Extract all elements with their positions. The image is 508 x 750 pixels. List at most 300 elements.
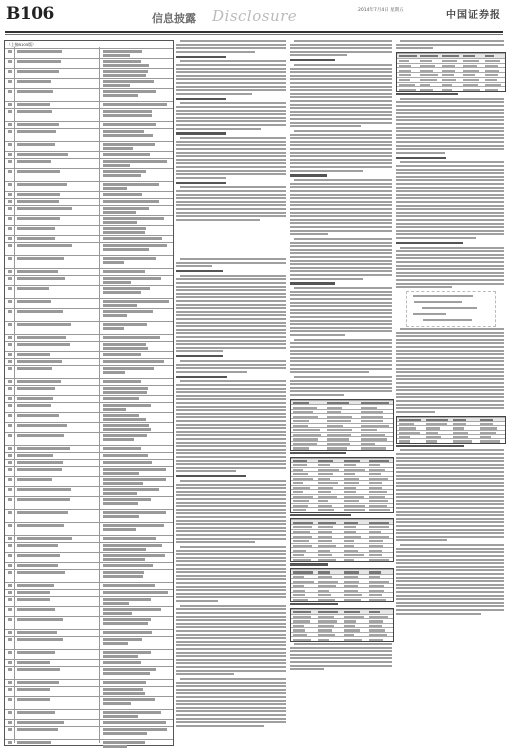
text-line — [176, 398, 286, 400]
table-row — [5, 255, 173, 269]
row-number-cell — [8, 80, 12, 83]
text-line — [176, 265, 212, 267]
subheading-line — [176, 132, 226, 134]
text-line — [290, 222, 392, 224]
text-line — [396, 346, 504, 348]
text-line — [396, 475, 504, 477]
text-line — [176, 159, 286, 161]
fund-name-cell — [17, 591, 50, 594]
fund-name-cell — [17, 397, 53, 400]
text-line — [180, 137, 286, 139]
text-line — [180, 60, 286, 62]
fund-detail-cell — [103, 608, 161, 611]
text-line — [176, 571, 286, 573]
row-number-cell — [8, 143, 12, 146]
fund-detail-cell — [103, 94, 138, 97]
text-line — [396, 268, 504, 270]
text-line — [290, 107, 392, 109]
subheading-line — [290, 174, 327, 176]
fund-detail-cell — [103, 502, 138, 505]
text-line — [176, 120, 286, 122]
data-table-cell — [318, 509, 334, 511]
fund-detail-cell — [103, 244, 167, 247]
row-number-cell — [8, 721, 12, 724]
text-line — [396, 539, 447, 541]
fund-detail-cell — [103, 237, 162, 240]
row-number-cell — [8, 380, 12, 383]
fund-detail-cell — [103, 524, 164, 527]
formula-line — [413, 295, 473, 297]
text-line — [176, 502, 286, 504]
fund-name-cell — [17, 638, 63, 641]
fund-detail-cell — [103, 544, 162, 547]
data-table-cell — [318, 559, 336, 561]
text-line — [294, 376, 392, 378]
fund-detail-cell — [103, 702, 131, 705]
text-line — [290, 226, 392, 228]
text-line — [176, 329, 286, 331]
text-line — [176, 307, 286, 309]
subheading-line — [396, 157, 446, 159]
text-line — [290, 353, 392, 355]
text-line — [396, 548, 504, 550]
article-column-2 — [290, 40, 392, 746]
data-table-cell — [485, 89, 498, 91]
fund-detail-cell — [103, 50, 142, 53]
fund-detail-cell — [103, 160, 167, 163]
text-line — [176, 512, 286, 514]
text-line — [176, 289, 286, 291]
text-line — [290, 104, 392, 106]
text-line — [176, 197, 286, 199]
text-line — [176, 148, 286, 150]
text-line — [176, 173, 286, 175]
text-line — [176, 707, 286, 709]
fund-detail-cell — [103, 211, 136, 214]
text-line — [176, 402, 286, 404]
fund-detail-cell — [103, 323, 147, 326]
text-line — [396, 518, 504, 520]
text-line — [290, 654, 392, 656]
text-line — [290, 371, 369, 373]
text-line — [290, 148, 392, 150]
fund-name-cell — [17, 170, 60, 173]
text-line — [294, 287, 392, 289]
text-line — [396, 613, 481, 615]
data-table — [396, 416, 506, 444]
table-row — [5, 726, 173, 740]
fund-detail-cell — [103, 622, 148, 625]
text-line — [396, 261, 504, 263]
row-number-cell — [8, 524, 12, 527]
text-line — [396, 573, 504, 575]
formula-line — [423, 319, 472, 321]
issue-date: 2014年7月4日 星期五 — [358, 8, 404, 13]
table-row — [5, 242, 173, 256]
row-number-cell — [8, 227, 12, 230]
fund-name-cell — [17, 511, 68, 514]
text-line — [396, 226, 504, 228]
fund-name-cell — [17, 741, 51, 744]
fund-name-cell — [17, 227, 55, 230]
text-line — [176, 564, 286, 566]
text-line — [176, 86, 286, 88]
row-number-cell — [8, 498, 12, 501]
fund-name-cell — [17, 424, 67, 427]
fund-detail-cell — [103, 692, 145, 695]
fund-detail-cell — [103, 170, 146, 173]
data-table-cell — [369, 509, 390, 511]
text-line — [396, 407, 504, 409]
fund-detail-cell — [103, 103, 167, 106]
subheading-line — [176, 56, 226, 58]
fund-name-cell — [17, 287, 49, 290]
text-line — [176, 516, 286, 518]
text-line — [396, 364, 504, 366]
text-line — [290, 204, 392, 206]
fund-detail-cell — [103, 554, 165, 557]
data-table-cell — [318, 599, 335, 601]
row-number-cell — [8, 584, 12, 587]
fund-name-cell — [17, 544, 58, 547]
text-line — [290, 75, 392, 77]
text-line — [290, 47, 392, 49]
subheading-line — [290, 514, 351, 516]
fund-detail-cell — [103, 291, 141, 294]
table-row — [5, 321, 173, 335]
row-number-cell — [8, 447, 12, 450]
text-line — [176, 696, 286, 698]
data-table-cell — [480, 440, 500, 442]
text-line — [290, 291, 392, 293]
text-line — [290, 270, 392, 272]
text-line — [176, 655, 286, 657]
data-table-cell — [369, 639, 383, 641]
data-table-cell — [442, 89, 452, 91]
fund-detail-cell — [103, 575, 143, 578]
fund-detail-cell — [103, 461, 152, 464]
text-line — [396, 500, 504, 502]
text-line — [176, 332, 286, 334]
text-line — [290, 183, 392, 185]
text-line — [396, 187, 504, 189]
fund-detail-cell — [103, 123, 156, 126]
text-line — [290, 260, 392, 262]
fund-detail-cell — [103, 488, 159, 491]
formula-line — [413, 313, 446, 315]
text-line — [396, 371, 504, 373]
text-line — [176, 648, 286, 650]
text-line — [290, 51, 392, 53]
text-line — [176, 170, 286, 172]
text-line — [176, 322, 286, 324]
text-line — [396, 265, 504, 267]
text-line — [396, 335, 504, 337]
text-line — [396, 205, 504, 207]
text-line — [290, 190, 392, 192]
fund-detail-cell — [103, 153, 150, 156]
text-line — [400, 449, 504, 451]
text-line — [290, 122, 392, 124]
text-line — [290, 256, 392, 258]
text-line — [396, 404, 504, 406]
fund-name-cell — [17, 618, 63, 621]
fund-name-cell — [17, 310, 63, 313]
fund-detail-cell — [103, 360, 164, 363]
fund-detail-cell — [103, 248, 149, 251]
fund-detail-cell — [103, 612, 132, 615]
text-line — [176, 51, 255, 53]
text-line — [294, 238, 392, 240]
fund-detail-cell — [103, 618, 151, 621]
text-line — [176, 395, 286, 397]
fund-detail-cell — [103, 528, 136, 531]
fund-detail-cell — [103, 638, 142, 641]
fund-detail-cell — [103, 434, 147, 437]
text-line — [290, 302, 392, 304]
text-line — [176, 616, 286, 618]
text-line — [396, 194, 504, 196]
text-line — [176, 413, 286, 415]
data-table-cell — [293, 509, 307, 511]
text-line — [396, 562, 504, 564]
fund-name-cell — [17, 257, 64, 260]
text-line — [176, 689, 286, 691]
table-row — [5, 168, 173, 182]
text-line — [176, 445, 286, 447]
fund-detail-cell — [103, 54, 130, 57]
fund-detail-cell — [103, 217, 164, 220]
text-line — [396, 112, 504, 114]
fund-detail-cell — [103, 642, 128, 645]
table-row — [5, 569, 173, 583]
row-number-cell — [8, 123, 12, 126]
text-line — [176, 93, 252, 95]
text-line — [400, 98, 504, 100]
text-line — [396, 169, 504, 171]
text-line — [176, 78, 286, 80]
fund-detail-cell — [103, 64, 149, 67]
text-line — [290, 111, 392, 113]
text-line — [396, 471, 504, 473]
text-line — [290, 330, 392, 332]
text-line — [396, 141, 504, 143]
text-line — [176, 714, 286, 716]
fund-detail-cell — [103, 310, 153, 313]
row-number-cell — [8, 397, 12, 400]
text-line — [290, 162, 392, 164]
text-line — [176, 128, 261, 130]
text-line — [396, 605, 504, 607]
fund-detail-cell — [103, 745, 127, 748]
text-line — [396, 47, 433, 49]
fund-name-cell — [17, 668, 60, 671]
fund-detail-cell — [103, 681, 146, 684]
text-line — [396, 145, 504, 147]
text-line — [176, 557, 286, 559]
row-number-cell — [8, 461, 12, 464]
table-row — [5, 365, 173, 379]
page-header — [0, 0, 508, 30]
table-row — [5, 696, 173, 710]
fund-detail-cell — [103, 454, 148, 457]
text-line — [176, 68, 286, 70]
row-number-cell — [8, 478, 12, 481]
fund-name-cell — [17, 80, 51, 83]
text-line — [396, 137, 504, 139]
text-line — [176, 692, 286, 694]
fund-name-cell — [17, 123, 59, 126]
text-line — [290, 194, 392, 196]
text-line — [290, 309, 392, 311]
row-number-cell — [8, 537, 12, 540]
table-row — [5, 128, 173, 142]
text-line — [290, 141, 392, 143]
text-line — [176, 194, 286, 196]
fund-name-cell — [17, 153, 68, 156]
fund-detail-cell — [103, 515, 139, 518]
text-line — [396, 602, 504, 604]
fund-detail-cell — [103, 371, 125, 374]
text-line — [176, 409, 286, 411]
text-line — [176, 456, 286, 458]
text-line — [176, 177, 226, 179]
row-number-cell — [8, 130, 12, 133]
text-line — [294, 339, 392, 341]
data-table — [290, 518, 394, 562]
fund-name-cell — [17, 336, 66, 339]
fund-name-cell — [17, 688, 50, 691]
data-table-cell — [293, 639, 311, 641]
text-line — [176, 416, 286, 418]
text-line — [290, 357, 392, 359]
text-line — [176, 520, 286, 522]
text-line — [176, 434, 286, 436]
article-column-3 — [396, 40, 504, 746]
fund-detail-cell — [103, 367, 154, 370]
text-line — [176, 530, 286, 532]
text-line — [180, 40, 286, 42]
data-table-row — [291, 507, 393, 513]
fund-detail-cell — [103, 90, 156, 93]
row-number-cell — [8, 353, 12, 356]
subheading-line — [176, 270, 223, 272]
text-line — [176, 106, 286, 108]
fund-detail-cell — [103, 584, 155, 587]
text-line — [176, 124, 286, 126]
data-table-cell — [369, 559, 389, 561]
text-line — [176, 384, 286, 386]
text-line — [290, 383, 392, 385]
text-line — [180, 360, 286, 362]
text-line — [396, 368, 504, 370]
text-line — [176, 484, 286, 486]
subheading-line — [290, 282, 335, 284]
row-number-cell — [8, 110, 12, 113]
text-line — [176, 452, 286, 454]
text-line — [176, 144, 286, 146]
text-line — [176, 47, 286, 49]
text-line — [176, 560, 286, 562]
row-number-cell — [8, 387, 12, 390]
text-line — [400, 40, 504, 42]
text-line — [176, 593, 286, 595]
table-row — [5, 522, 173, 536]
fund-name-cell — [17, 143, 55, 146]
text-line — [396, 393, 504, 395]
text-line — [176, 208, 286, 210]
fund-detail-cell — [103, 498, 151, 501]
table-row — [5, 616, 173, 630]
text-line — [176, 685, 286, 687]
fund-name-cell — [17, 651, 55, 654]
text-line — [396, 478, 504, 480]
fund-detail-cell — [103, 304, 137, 307]
row-number-cell — [8, 160, 12, 163]
fund-detail-cell — [103, 130, 144, 133]
fund-detail-cell — [103, 741, 145, 744]
text-line — [176, 596, 286, 598]
section-title: 信息披露 — [152, 12, 196, 25]
text-line — [176, 619, 286, 621]
text-line — [290, 54, 347, 56]
data-table — [290, 568, 394, 602]
text-line — [396, 123, 504, 125]
fund-detail-cell — [103, 84, 130, 87]
text-line — [290, 346, 392, 348]
fund-detail-cell — [103, 183, 159, 186]
text-line — [400, 247, 504, 249]
text-line — [396, 275, 504, 277]
fund-detail-cell — [103, 207, 149, 210]
data-table-row — [291, 636, 393, 642]
text-line — [176, 152, 286, 154]
text-line — [176, 162, 286, 164]
fund-detail-cell — [103, 715, 138, 718]
text-line — [396, 350, 504, 352]
text-line — [396, 339, 504, 341]
text-line — [290, 274, 392, 276]
text-line — [290, 201, 392, 203]
fund-detail-cell — [103, 147, 133, 150]
text-line — [396, 272, 504, 274]
fund-name-cell — [17, 50, 62, 53]
text-line — [290, 387, 392, 389]
row-number-cell — [8, 511, 12, 514]
text-line — [396, 551, 504, 553]
fund-detail-cell — [103, 688, 143, 691]
text-line — [290, 89, 392, 91]
fund-detail-cell — [103, 492, 137, 495]
text-line — [176, 523, 286, 525]
row-number-cell — [8, 638, 12, 641]
text-line — [294, 40, 392, 42]
text-line — [176, 662, 286, 664]
text-line — [396, 279, 504, 281]
text-line — [396, 342, 504, 344]
text-line — [176, 262, 286, 264]
text-line — [180, 380, 286, 382]
fund-name-cell — [17, 300, 51, 303]
row-number-cell — [8, 454, 12, 457]
fund-detail-cell — [103, 418, 146, 421]
text-line — [176, 470, 236, 472]
fund-detail-cell — [103, 438, 134, 441]
table-row — [5, 88, 173, 102]
fund-name-cell — [17, 711, 55, 714]
text-line — [396, 179, 504, 181]
row-number-cell — [8, 277, 12, 280]
